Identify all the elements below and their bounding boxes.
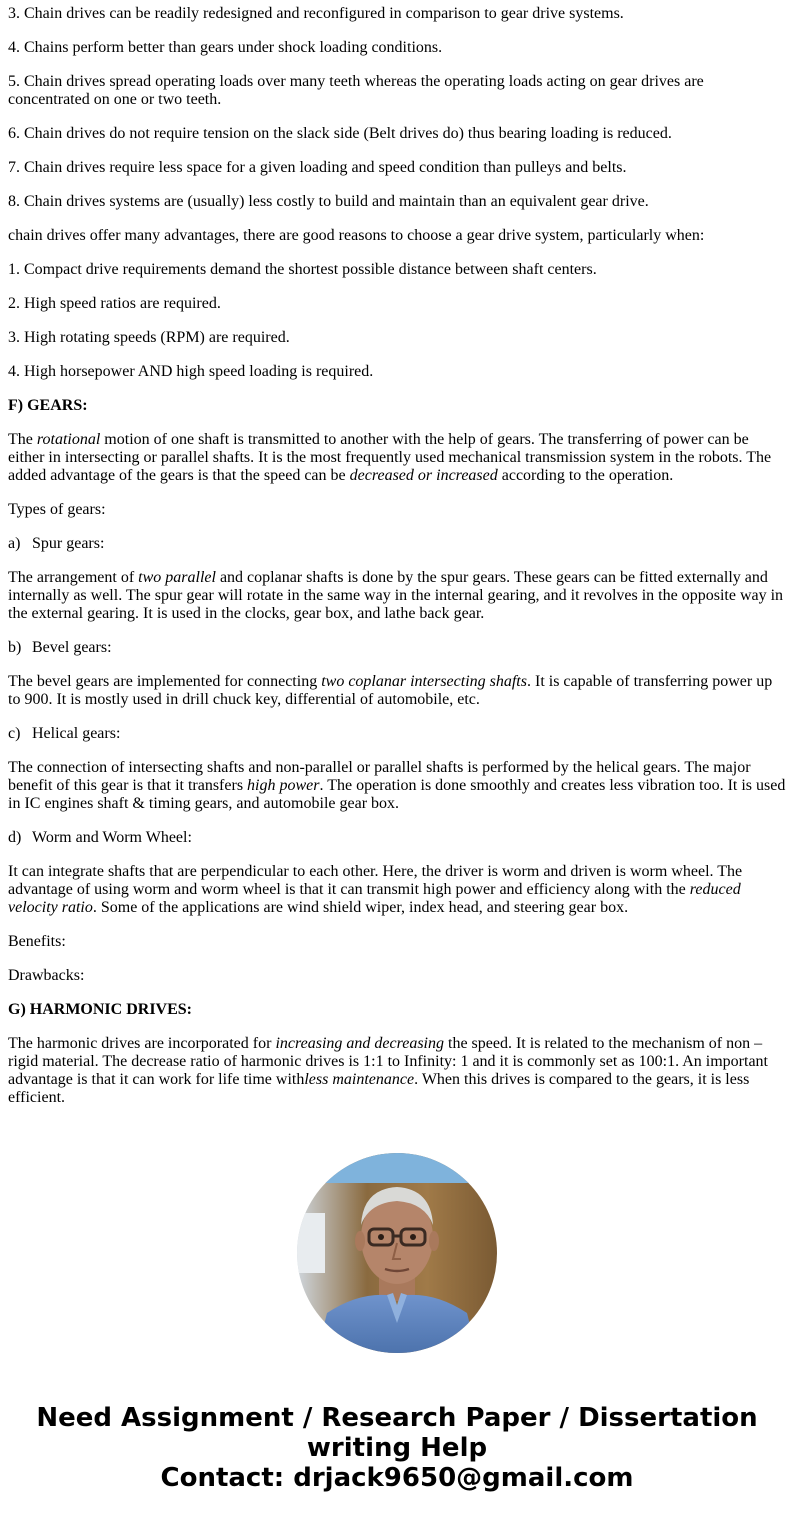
author-photo xyxy=(297,1153,497,1353)
paragraph-gear-4: 4. High horsepower AND high speed loading is required. xyxy=(8,363,374,380)
heading-harmonic-drives: G) HARMONIC DRIVES: xyxy=(8,1001,192,1018)
paragraph-chain-4: 4. Chains perform better than gears under shock loading conditions. xyxy=(8,39,443,56)
paragraph-chain-5: 5. Chain drives spread operating loads over many teeth whereas the operating loads acting on gear drives are concentrated on one or two teeth. xyxy=(8,73,704,108)
paragraph-gear-intro: chain drives offer many advantages, there are good reasons to choose a gear drive system, particularly when: xyxy=(8,227,705,244)
subheading-bevel-gears: b) Bevel gears: xyxy=(8,639,112,656)
paragraph-gears-description: The rotational motion of one shaft is transmitted to another with the help of gears. The transferring of power can be either in intersecting or parallel shafts. It is the most frequently used mechanical transmission system in the robots. The added advantage of the gears is that the speed can be decreased or increased according to the operation. xyxy=(8,431,772,484)
paragraph-chain-7: 7. Chain drives require less space for a given loading and speed condition than pulleys and belts. xyxy=(8,159,627,176)
author-portrait-illustration xyxy=(297,1153,497,1353)
heading-gears: F) GEARS: xyxy=(8,397,88,414)
paragraph-spur-gears: The arrangement of two parallel and coplanar shafts is done by the spur gears. These gears can be fitted externally and internally as well. The spur gear will rotate in the same way in the internal gearing, and it revolves in the opposite way in the external gearing. It is used in the clocks, gear box, and lathe back gear. xyxy=(8,569,784,622)
paragraph-helical-gears: The connection of intersecting shafts and non-parallel or parallel shafts is performed by the helical gears. The major benefit of this gear is that it transfers high power. The operation is done smoothly and creates less vibration too. It is used in IC engines shaft & timing gears, and automobile gear box. xyxy=(8,759,786,812)
subheading-helical-gears: c) Helical gears: xyxy=(8,725,121,742)
paragraph-chain-3: 3. Chain drives can be readily redesigned and reconfigured in comparison to gear drive systems. xyxy=(8,5,624,22)
paragraph-gear-3: 3. High rotating speeds (RPM) are required. xyxy=(8,329,290,346)
promo-line-1: Need Assignment / Research Paper / Dissertation xyxy=(36,1403,758,1433)
subheading-spur-gears: a) Spur gears: xyxy=(8,535,105,552)
paragraph-gear-1: 1. Compact drive requirements demand the shortest possible distance between shaft centers. xyxy=(8,261,597,278)
document-body xyxy=(8,5,788,1123)
paragraph-drawbacks: Drawbacks: xyxy=(8,967,85,984)
paragraph-chain-6: 6. Chain drives do not require tension on the slack side (Belt drives do) thus bearing loading is reduced. xyxy=(8,125,672,142)
promo-line-2: writing Help xyxy=(306,1433,488,1463)
paragraph-benefits: Benefits: xyxy=(8,933,66,950)
promo-contact: Contact: drjack9650@gmail.com xyxy=(160,1463,634,1493)
paragraph-worm-gears: It can integrate shafts that are perpendicular to each other. Here, the driver is worm and driven is worm wheel. The advantage of using worm and worm wheel is that it can transmit high power and efficiency along with the reduced velocity ratio. Some of the applications are wind shield wiper, index head, and steering gear box. xyxy=(8,863,743,916)
paragraph-harmonic-drives: The harmonic drives are incorporated for increasing and decreasing the speed. It is related to the mechanism of non – rigid material. The decrease ratio of harmonic drives is 1:1 to Infinity: 1 and it is commonly set as 100:1. An important advantage is that it can work for life time withless maintenance. When this drives is compared to the gears, it is less efficient. xyxy=(8,1035,768,1106)
subheading-worm-gears: d) Worm and Worm Wheel: xyxy=(8,829,192,846)
paragraph-chain-8: 8. Chain drives systems are (usually) less costly to build and maintain than an equivalent gear drive. xyxy=(8,193,649,210)
paragraph-bevel-gears: The bevel gears are implemented for connecting two coplanar intersecting shafts. It is capable of transferring power up to 900. It is mostly used in drill chuck key, differential of automobile, etc. xyxy=(8,673,773,708)
promo-banner xyxy=(0,1403,794,1493)
paragraph-types-of-gears: Types of gears: xyxy=(8,501,106,518)
paragraph-gear-2: 2. High speed ratios are required. xyxy=(8,295,221,312)
